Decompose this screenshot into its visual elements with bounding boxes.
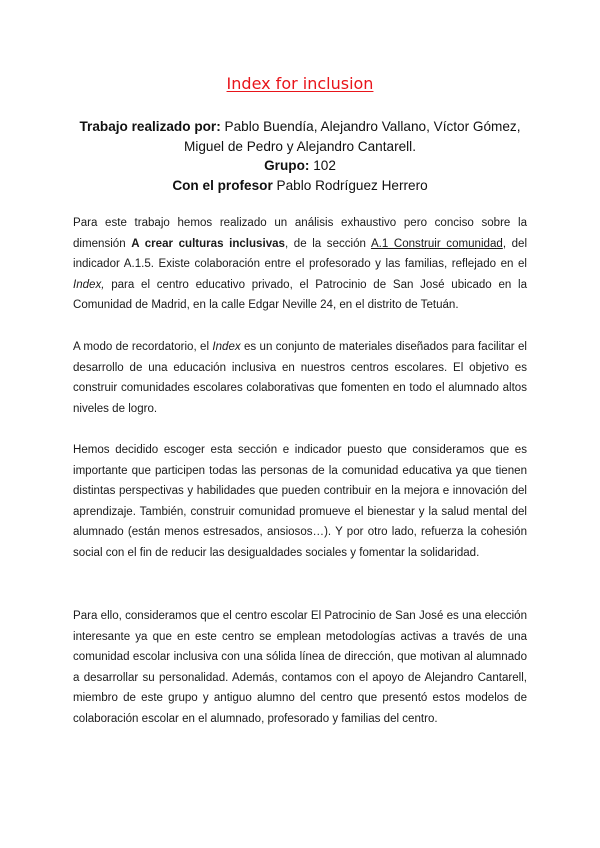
group-line bbox=[70, 156, 530, 176]
p3-text: Hemos decidido escoger esta sección e indicador puesto que consideramos que es importante que participen todas las personas de la comunidad educativa ya que tienen distintas perspectivas y habilidades que pueden contribuir en la mejora e innovación del aprendizaje. También, construir comunidad promueve el bienestar y la salud mental del alumnado (están menos estresados, ansiosos…). Y por otro lado, refuerza la cohesión social con el fin de reducir las desigualdades sociales y fomentar la solidaridad. bbox=[73, 444, 527, 559]
p1-text-4: para el centro educativo privado, el Patrocinio de San José ubicado en la Comunidad de Madrid, en la calle Edgar Neville 24, en el distrito de Tetuán. bbox=[73, 278, 527, 312]
p1-dimension-bold: A crear culturas inclusivas bbox=[131, 237, 285, 250]
authors-line bbox=[70, 117, 530, 156]
p4-text: Para ello, consideramos que el centro escolar El Patrocinio de San José es una elección interesante ya que en este centro se emplean metodologías activas a través de una comunidad escolar inclusiva con una sólida línea de dirección, que motivan al alumnado a desarrollar su personalidad. Además, contamos con el apoyo de Alejandro Cantarell, miembro de este grupo y antiguo alumno del centro que presentó estos modelos de colaboración escolar en el alumnado, profesorado y familias del centro. bbox=[73, 610, 527, 725]
p2-text-2: es un conjunto de materiales diseñados para facilitar el desarrollo de una educación inclusiva en nuestros centros escolares. El objetivo es construir comunidades escolares colaborativas que fomenten en todo el alumnado altos niveles de logro. bbox=[73, 341, 527, 415]
p1-section-underlined: A.1 Construir comunidad bbox=[370, 237, 503, 250]
p2-index-italic: Index bbox=[212, 341, 241, 353]
p1-text-2: , de la sección bbox=[284, 237, 371, 250]
document-title: Index for inclusion bbox=[226, 74, 374, 93]
p2-text-1: A modo de recordatorio, el bbox=[73, 341, 213, 353]
paragraph-school-choice bbox=[73, 606, 527, 730]
p1-index-italic: Index, bbox=[73, 278, 105, 291]
paragraph-reminder bbox=[73, 337, 527, 419]
authors-header bbox=[70, 117, 530, 195]
group-label: Grupo: bbox=[264, 158, 310, 173]
paragraph-rationale bbox=[73, 440, 527, 564]
work-label: Trabajo realizado por: bbox=[79, 119, 221, 134]
teacher-value: Pablo Rodríguez Herrero bbox=[276, 177, 428, 193]
p1-text-3: , del indicador A.1.5. Existe colaboración entre el profesorado y las familias, reflejado en el bbox=[73, 237, 528, 271]
teacher-label: Con el profesor bbox=[172, 177, 273, 193]
p1-text-1: Para este trabajo hemos realizado un análisis exhaustivo pero conciso sobre la dimensión bbox=[73, 217, 527, 250]
paragraph-intro bbox=[73, 213, 527, 316]
group-value: 102 bbox=[313, 158, 336, 173]
teacher-line bbox=[70, 176, 530, 196]
authors-names: Pablo Buendía, Alejandro Vallano, Víctor Gómez, Miguel de Pedro y Alejandro Cantarell. bbox=[184, 119, 521, 154]
